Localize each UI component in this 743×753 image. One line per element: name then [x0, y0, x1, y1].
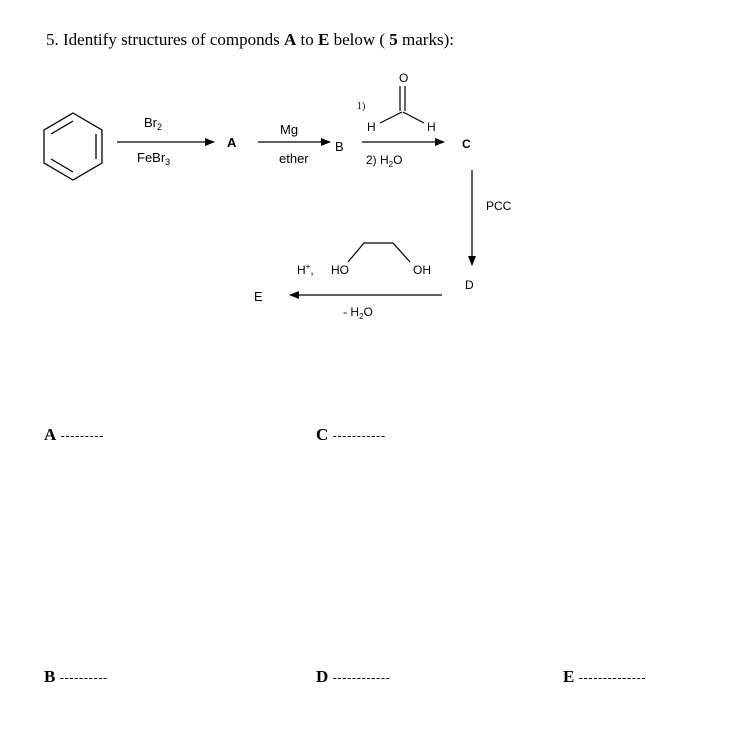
question-suffix: below (	[333, 30, 386, 49]
question-marks-text: marks):	[402, 30, 454, 49]
answer-e-label: E	[563, 667, 575, 686]
question-marks-number: 5	[389, 30, 398, 49]
answer-b-blank[interactable]: ----------	[59, 670, 108, 685]
answer-a	[44, 425, 104, 445]
answer-c-label: C	[316, 425, 329, 444]
formaldehyde-h-left: H	[367, 120, 376, 134]
compound-c-label: C	[462, 137, 471, 151]
step3-number-1: 1)	[357, 101, 366, 112]
step3-hydrolysis: 2) $H_2O$	[366, 153, 403, 169]
formaldehyde-bonds	[380, 86, 424, 123]
formaldehyde-o: O	[399, 71, 409, 85]
answer-a-blank[interactable]: ---------	[60, 428, 104, 443]
answer-d	[316, 667, 390, 687]
answer-e-blank[interactable]: --------------	[578, 670, 647, 685]
benzene-ring	[44, 113, 102, 180]
answer-b-label: B	[44, 667, 56, 686]
compound-d-label: D	[465, 278, 474, 292]
answer-c-blank[interactable]: -----------	[332, 428, 386, 443]
question-to: to	[300, 30, 314, 49]
water-loss: - $H_2O$	[343, 305, 373, 321]
answer-a-label: A	[44, 425, 57, 444]
compound-e-label: E	[254, 289, 263, 304]
reagent-mg: Mg	[280, 122, 299, 137]
diol-chain	[348, 243, 410, 262]
diol-oh: OH	[413, 263, 431, 277]
reagent-febr3: FeBr$_3$	[137, 150, 171, 167]
question-prefix: Identify structures of componds	[63, 30, 280, 49]
diol-ho: HO	[331, 263, 349, 277]
compound-a-label: A	[227, 135, 237, 150]
answer-c	[316, 425, 386, 445]
formaldehyde-h-right: H	[427, 120, 436, 134]
reagent-br2: $Br_2$	[144, 115, 163, 132]
question-bold-e: E	[317, 30, 330, 49]
answer-e	[563, 667, 646, 687]
question-bold-a: A	[283, 30, 297, 49]
reagent-pcc: PCC	[486, 199, 512, 213]
answer-d-label: D	[316, 667, 329, 686]
answer-b	[44, 667, 108, 687]
acid-catalyst: H+,	[297, 262, 314, 277]
reagent-ether: ether	[279, 151, 309, 166]
question-number: 5.	[46, 30, 59, 49]
answer-d-blank[interactable]: ------------	[332, 670, 391, 685]
compound-b-label: B	[335, 139, 344, 154]
